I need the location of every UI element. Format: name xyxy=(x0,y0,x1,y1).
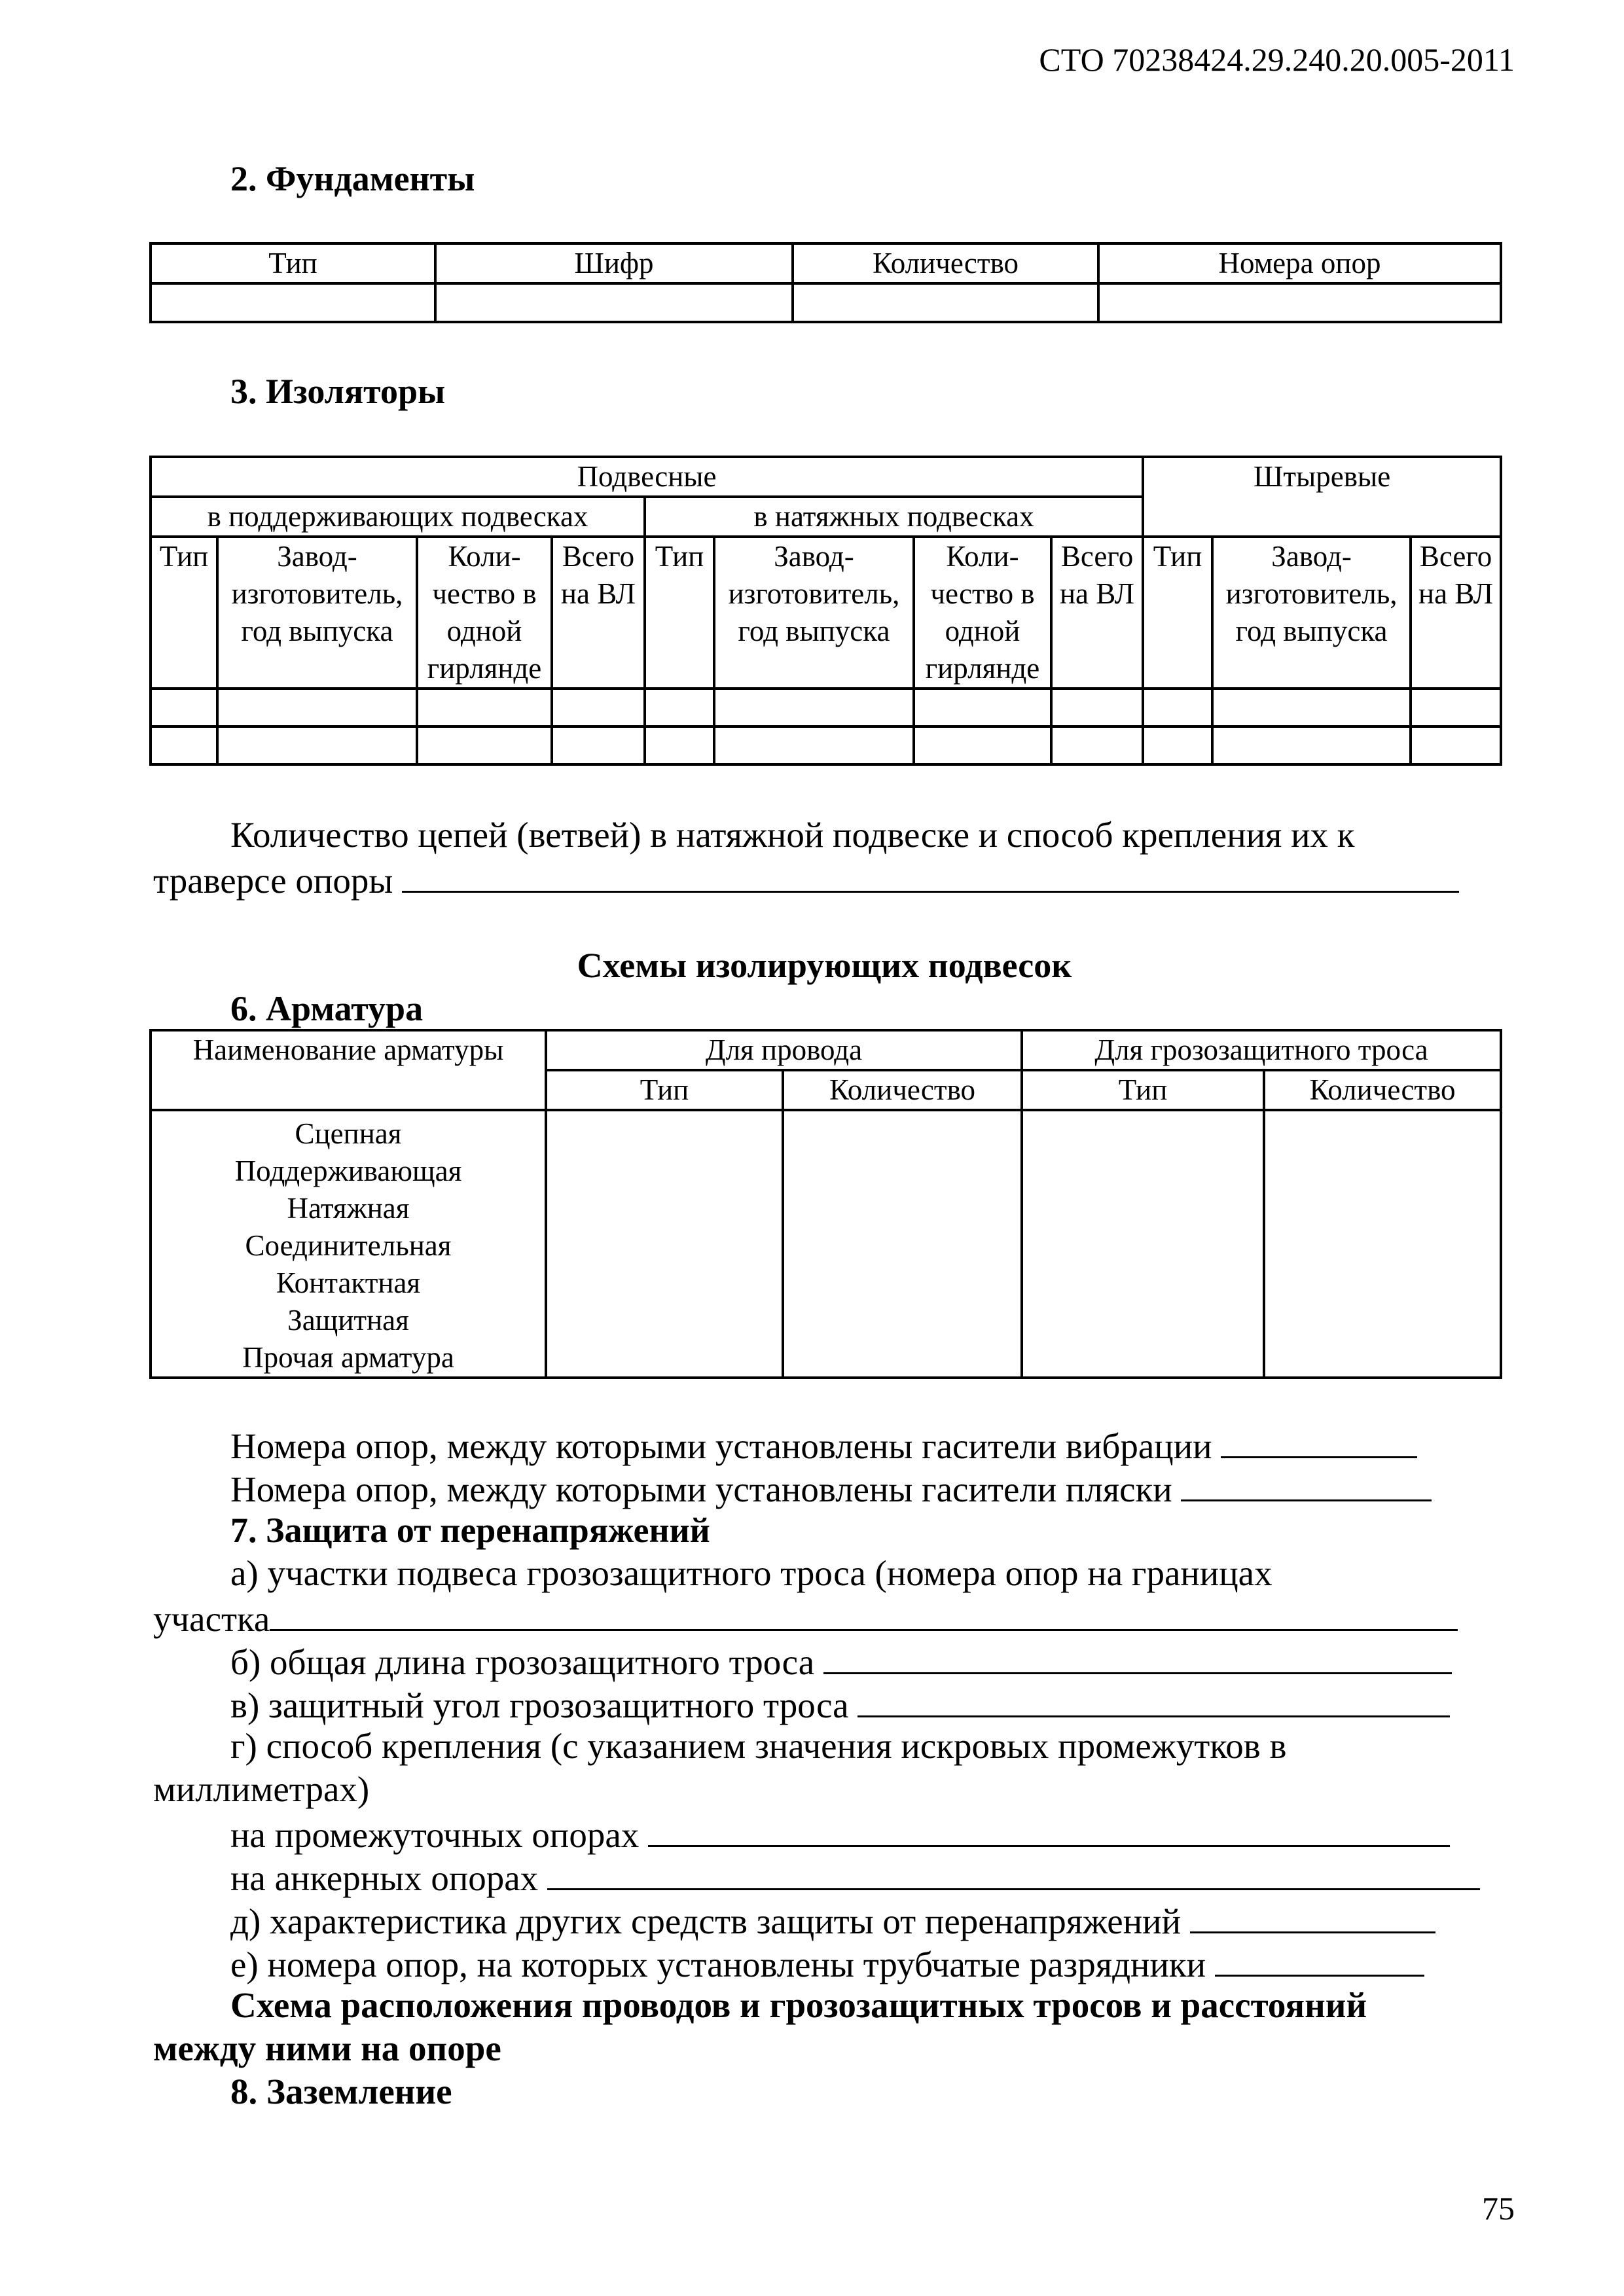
list-item: Натяжная xyxy=(287,1192,410,1225)
table-cell[interactable] xyxy=(151,283,435,322)
table-cell[interactable] xyxy=(417,726,552,764)
document-number: СТО 70238424.29.240.20.005-2011 xyxy=(1039,41,1515,78)
list-item: Защитная xyxy=(287,1304,409,1336)
table-cell[interactable] xyxy=(435,283,793,322)
s7-b-line: б) общая длина грозозащитного троса xyxy=(230,1638,1452,1684)
table-cell[interactable] xyxy=(645,726,714,764)
table-cell[interactable] xyxy=(417,689,552,726)
table-cell[interactable] xyxy=(645,689,714,726)
fill-line[interactable] xyxy=(547,1854,1480,1890)
s7-g-anchor: на анкерных опорах xyxy=(230,1854,1480,1900)
s7-g-intermediate: на промежуточных опорах xyxy=(230,1811,1450,1857)
s7-d-line: д) характеристика других средств защиты от перенапряжений xyxy=(230,1897,1435,1943)
table-cell[interactable] xyxy=(1411,726,1501,764)
col-total: Всего на ВЛ xyxy=(1411,537,1501,689)
table-cell[interactable] xyxy=(1264,1110,1501,1378)
table-cell[interactable] xyxy=(1143,726,1212,764)
list-item: Прочая арматура xyxy=(242,1341,454,1374)
fill-line[interactable] xyxy=(1215,1941,1424,1977)
table-cell[interactable] xyxy=(217,726,417,764)
header-tension: в натяжных подвесках xyxy=(645,497,1143,537)
col-fitting-name: Наименование арматуры xyxy=(151,1030,546,1110)
header-for-ground-wire: Для грозозащитного троса xyxy=(1022,1030,1501,1070)
s7-v-line: в) защитный угол грозозащитного троса xyxy=(230,1681,1450,1727)
section-2-title: 2. Фундаменты xyxy=(230,159,475,198)
fill-line[interactable] xyxy=(1190,1897,1435,1933)
col-type: Тип xyxy=(151,537,217,689)
fill-line[interactable] xyxy=(648,1811,1450,1847)
table-cell[interactable] xyxy=(1098,283,1501,322)
table-cell[interactable] xyxy=(714,726,914,764)
col-maker: Завод- изготовитель, год выпуска xyxy=(217,537,417,689)
wire-scheme-title-line2: между ними на опоре xyxy=(153,2028,501,2068)
chains-text-line2: траверсе опоры xyxy=(153,857,1459,903)
col-maker: Завод- изготовитель, год выпуска xyxy=(714,537,914,689)
col-total: Всего на ВЛ xyxy=(552,537,645,689)
galloping-dampers-line: Номера опор, между которыми установлены гасители пляски xyxy=(230,1465,1432,1511)
table-cell[interactable] xyxy=(914,726,1051,764)
col-quantity: Количество xyxy=(1264,1070,1501,1110)
table-cell[interactable] xyxy=(1022,1110,1264,1378)
fill-line[interactable] xyxy=(270,1595,1458,1631)
table-cell[interactable] xyxy=(217,689,417,726)
page-number: 75 xyxy=(1482,2190,1515,2227)
s7-a-line2: участка xyxy=(153,1595,1458,1641)
fill-line[interactable] xyxy=(823,1638,1452,1674)
table-cell[interactable] xyxy=(783,1110,1022,1378)
col-support-numbers: Номера опор xyxy=(1098,243,1501,283)
fill-line[interactable] xyxy=(857,1681,1450,1717)
list-item: Сцепная xyxy=(295,1117,402,1150)
list-item: Контактная xyxy=(276,1266,421,1299)
col-type: Тип xyxy=(546,1070,783,1110)
table-cell[interactable] xyxy=(1411,689,1501,726)
table-cell[interactable] xyxy=(546,1110,783,1378)
fill-line[interactable] xyxy=(1221,1422,1417,1458)
col-code: Шифр xyxy=(435,243,793,283)
s7-a-line1: а) участки подвеса грозозащитного троса (номера опор на границах xyxy=(230,1553,1272,1593)
chains-text-line1: Количество цепей (ветвей) в натяжной подвеске и способ крепления их к xyxy=(230,815,1355,855)
fittings-table xyxy=(149,1029,1502,1379)
insulators-table xyxy=(149,456,1502,766)
col-maker: Завод- изготовитель, год выпуска xyxy=(1212,537,1411,689)
list-item: Соединительная xyxy=(245,1229,452,1262)
table-cell[interactable] xyxy=(552,726,645,764)
col-count: Коли- чество в одной гирлянде xyxy=(417,537,552,689)
col-quantity: Количество xyxy=(783,1070,1022,1110)
section-3-title: 3. Изоляторы xyxy=(230,372,446,411)
col-type: Тип xyxy=(1022,1070,1264,1110)
header-pin: Штыревые xyxy=(1143,457,1501,537)
wire-scheme-title-line1: Схема расположения проводов и грозозащитных тросов и расстояний xyxy=(230,1985,1367,2025)
table-cell[interactable] xyxy=(151,689,217,726)
col-total: Всего на ВЛ xyxy=(1051,537,1143,689)
table-cell[interactable] xyxy=(1051,689,1143,726)
table-cell[interactable] xyxy=(714,689,914,726)
col-quantity: Количество xyxy=(793,243,1098,283)
table-cell[interactable] xyxy=(1212,689,1411,726)
vibration-dampers-line: Номера опор, между которыми установлены гасители вибрации xyxy=(230,1422,1417,1468)
s7-e-line: е) номера опор, на которых установлены трубчатые разрядники xyxy=(230,1941,1424,1986)
fill-line[interactable] xyxy=(1181,1465,1432,1501)
header-support: в поддерживающих подвесках xyxy=(151,497,645,537)
section-6-title: 6. Арматура xyxy=(230,989,424,1028)
table-cell[interactable] xyxy=(1143,689,1212,726)
table-cell[interactable] xyxy=(1051,726,1143,764)
table-cell[interactable] xyxy=(793,283,1098,322)
col-type: Тип xyxy=(151,243,435,283)
foundations-table xyxy=(149,242,1502,323)
header-for-wire: Для провода xyxy=(546,1030,1022,1070)
table-cell[interactable] xyxy=(151,726,217,764)
header-suspended: Подвесные xyxy=(151,457,1143,497)
fill-line[interactable] xyxy=(402,857,1459,893)
col-type: Тип xyxy=(1143,537,1212,689)
table-cell[interactable] xyxy=(1212,726,1411,764)
col-count: Коли- чество в одной гирлянде xyxy=(914,537,1051,689)
table-cell[interactable] xyxy=(914,689,1051,726)
col-type: Тип xyxy=(645,537,714,689)
section-7-title: 7. Защита от перенапряжений xyxy=(230,1511,710,1550)
s7-g-line1: г) способ крепления (с указанием значения искровых промежутков в xyxy=(230,1726,1287,1766)
table-cell[interactable] xyxy=(552,689,645,726)
list-item: Поддерживающая xyxy=(234,1155,462,1187)
schemes-title: Схемы изолирующих подвесок xyxy=(577,946,1072,985)
section-8-title: 8. Заземление xyxy=(230,2072,452,2111)
s7-g-line2: миллиметрах) xyxy=(153,1769,370,1809)
fitting-list xyxy=(151,1110,546,1378)
